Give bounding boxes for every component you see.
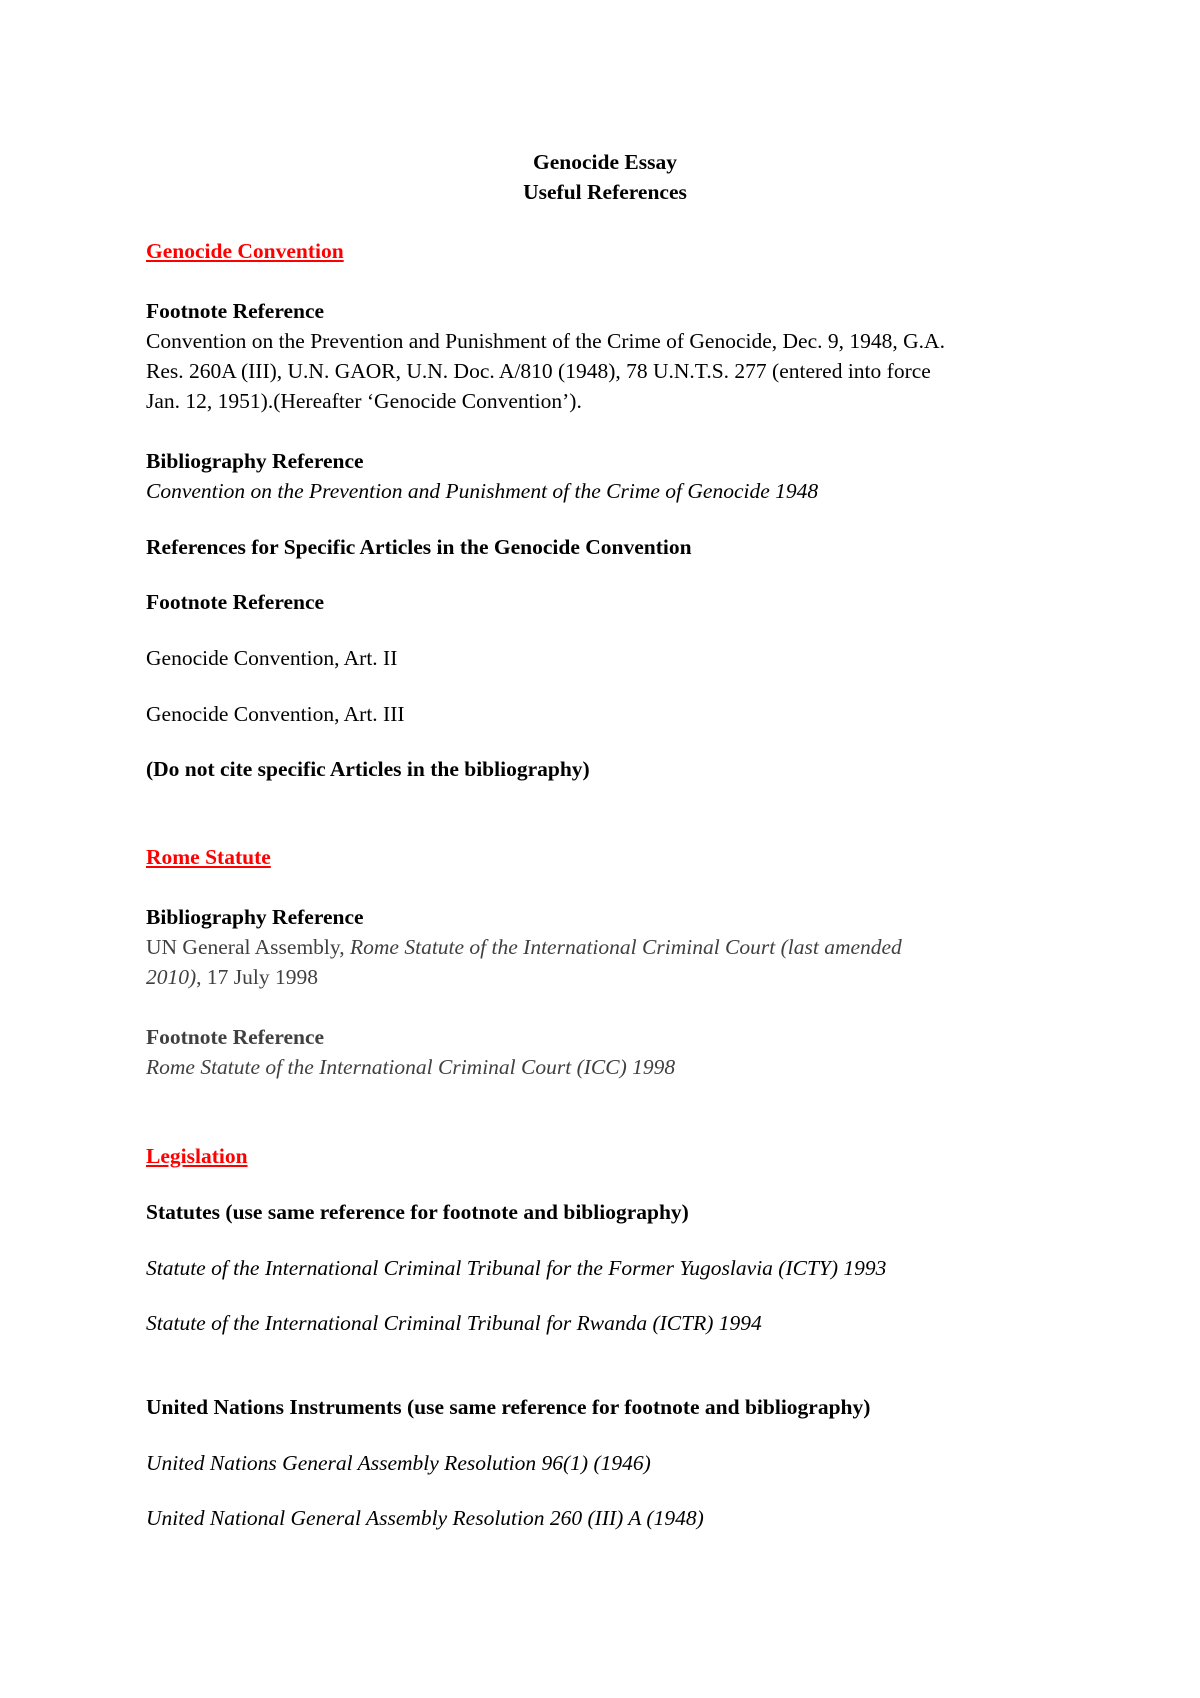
rome-footnote-label: Footnote Reference [146, 1025, 325, 1049]
rome-bibliography-line-1 [146, 932, 902, 962]
statute-ictr: Statute of the International Criminal Tribunal for Rwanda (ICTR) 1994 [146, 1311, 762, 1335]
un-instruments-heading: United Nations Instruments (use same reference for footnote and bibliography) [146, 1395, 871, 1419]
rome-bibliography-title-part-2: 2010) [146, 965, 197, 989]
rome-bibliography-author: UN General Assembly, [146, 935, 351, 959]
section-heading-genocide-convention: Genocide Convention [146, 239, 344, 263]
un-resolution-96: United Nations General Assembly Resolution 96(1) (1946) [146, 1451, 651, 1475]
rome-bibliography-title-part-1: Rome Statute of the International Criminal Court (last amended [350, 935, 902, 959]
statutes-heading: Statutes (use same reference for footnote and bibliography) [146, 1200, 689, 1224]
section-heading-legislation: Legislation [146, 1144, 248, 1168]
document-title: Genocide Essay [533, 150, 677, 174]
bibliography-reference-label: Bibliography Reference [146, 449, 364, 473]
specific-footnote-label: Footnote Reference [146, 590, 325, 614]
article-reference-ii: Genocide Convention, Art. II [146, 646, 398, 670]
footnote-text-line-3: Jan. 12, 1951).(Hereafter ‘Genocide Convention’). [146, 389, 582, 413]
article-reference-iii: Genocide Convention, Art. III [146, 702, 405, 726]
footnote-text-line-2: Res. 260A (III), U.N. GAOR, U.N. Doc. A/810 (1948), 78 U.N.T.S. 277 (entered into force [146, 359, 931, 383]
rome-footnote-text: Rome Statute of the International Criminal Court (ICC) 1998 [146, 1055, 676, 1079]
bibliography-note: (Do not cite specific Articles in the bibliography) [146, 757, 590, 781]
section-heading-rome-statute: Rome Statute [146, 845, 271, 869]
footnote-text-line-1: Convention on the Prevention and Punishment of the Crime of Genocide, Dec. 9, 1948, G.A. [146, 329, 945, 353]
rome-bibliography-line-2 [146, 962, 318, 992]
statute-icty: Statute of the International Criminal Tribunal for the Former Yugoslavia (ICTY) 1993 [146, 1256, 887, 1280]
un-resolution-260: United National General Assembly Resolution 260 (III) A (1948) [146, 1506, 704, 1530]
footnote-reference-label: Footnote Reference [146, 299, 325, 323]
rome-bibliography-date: , 17 July 1998 [196, 965, 319, 989]
bibliography-text: Convention on the Prevention and Punishment of the Crime of Genocide 1948 [146, 479, 819, 503]
specific-articles-heading: References for Specific Articles in the Genocide Convention [146, 535, 692, 559]
document-subtitle: Useful References [523, 180, 687, 204]
rome-bibliography-label: Bibliography Reference [146, 905, 364, 929]
